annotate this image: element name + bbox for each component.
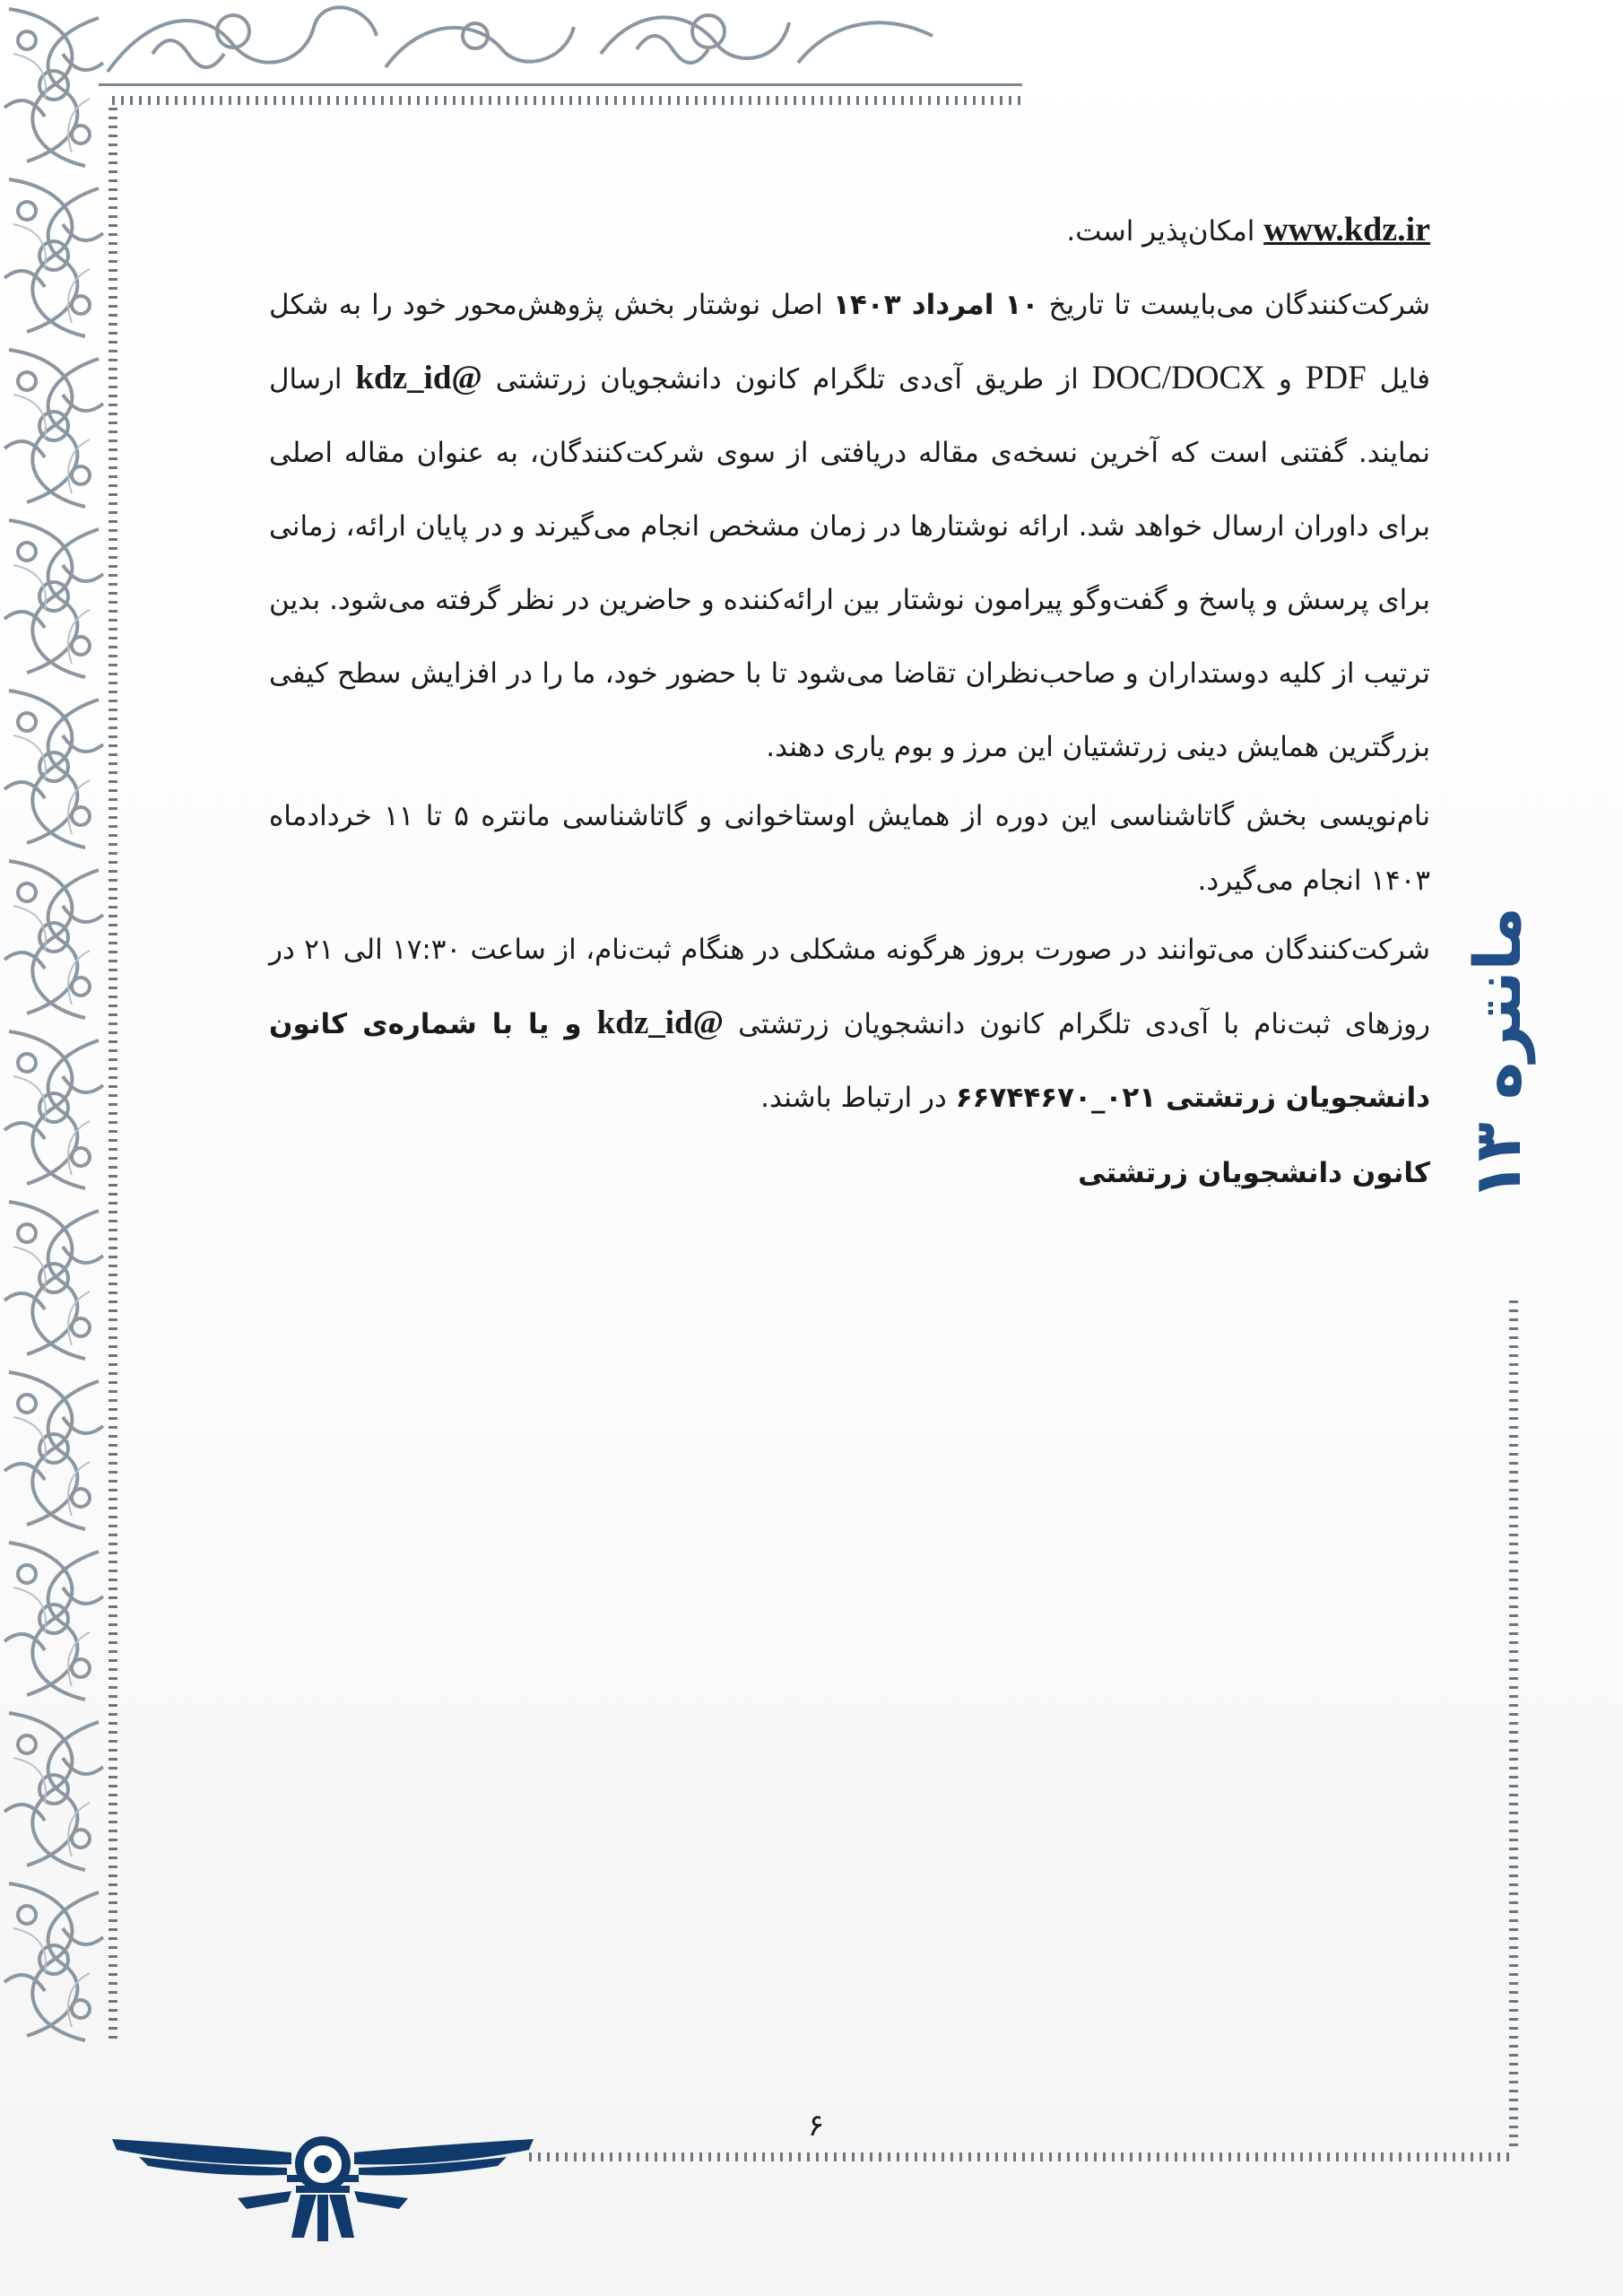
article-body (269, 193, 1430, 1135)
deadline-date: ۱۰ امرداد ۱۴۰۳ (832, 289, 1039, 321)
paragraph-contact: شرکت‌کنندگان می‌توانند در صورت بروز هرگونه مشکلی در هنگام ثبت‌نام، از ساعت ۱۷:۳۰ الی ۲۱ در روزهای ثبت‌نام با آی‌دی تلگرام کانون دانشجویان زرتشتی @kdz_id و یا با شماره‌ی کانون دانشجویان زرتشتی ۰۲۱_۶۶۷۴۴۶۷۰ در ارتباط باشند. (269, 934, 1430, 1114)
side-title (1448, 906, 1547, 1202)
signature: کانون دانشجویان زرتشتی (1078, 1157, 1430, 1189)
frame-left-dotted (106, 108, 120, 2045)
paragraph-website: www.kdz.ir امکان‌پذیر است. (1066, 211, 1430, 248)
telegram-id-contact[interactable]: @kdz_id (596, 1004, 725, 1041)
frame-right-dotted (1506, 1300, 1521, 2152)
top-floral-ornament (99, 0, 942, 85)
frame-bottom-dotted (529, 2148, 1515, 2166)
faravahar-emblem-icon (112, 2121, 534, 2247)
side-title-text: مانتره ۱۳ (1460, 906, 1535, 1202)
website-link[interactable]: www.kdz.ir (1263, 211, 1430, 248)
frame-top-rule (99, 83, 1022, 86)
paragraph-registration: نام‌نویسی بخش گاتاشناسی این دوره از همایش اوستاخوانی و گاتاشناسی مانتره ۵ تا ۱۱ خردادماه ۱۴۰۳ انجام می‌گیرد. (269, 800, 1430, 897)
contact-phone: و یا با شماره‌ی کانون دانشجویان زرتشتی ۰۲۱_۶۶۷۴۴۶۷۰ (269, 1008, 1430, 1114)
paragraph-submission: شرکت‌کنندگان می‌بایست تا تاریخ ۱۰ امرداد ۱۴۰۳ اصل نوشتار بخش پژوهش‌محور خود را به شکل فایل PDF و DOC/DOCX از طریق آی‌دی تلگرام کانون دانشجویان زرتشتی @kdz_id ارسال نمایند. گفتنی است که آخرین نسخه‌ی مقاله دریافتی از سوی شرکت‌کنندگان، به عنوان مقاله اصلی برای داوران ارسال خواهد شد. ارائه نوشتارها در زمان مشخص انجام می‌گیرند و در پایان ارائه، زمانی برای پرسش و پاسخ و گفت‌وگو پیرامون نوشتار بین ارائه‌کننده و حاضرین در نظر گرفته می‌شود. بدین ترتیب از کلیه دوستداران و صاحب‌نظران تقاضا می‌شود تا با حضور خود، ما را در افزایش سطح کیفی بزرگترین همایش دینی زرتشتیان این مرز و بوم یاری دهند. (269, 289, 1430, 763)
left-floral-ornament (0, 0, 108, 2045)
frame-top-dotted (112, 90, 1022, 109)
page-number: ۶ (807, 2108, 825, 2144)
format-pdf: PDF (1305, 360, 1367, 396)
format-doc: DOC/DOCX (1091, 360, 1265, 396)
telegram-id[interactable]: @kdz_id (355, 360, 482, 396)
